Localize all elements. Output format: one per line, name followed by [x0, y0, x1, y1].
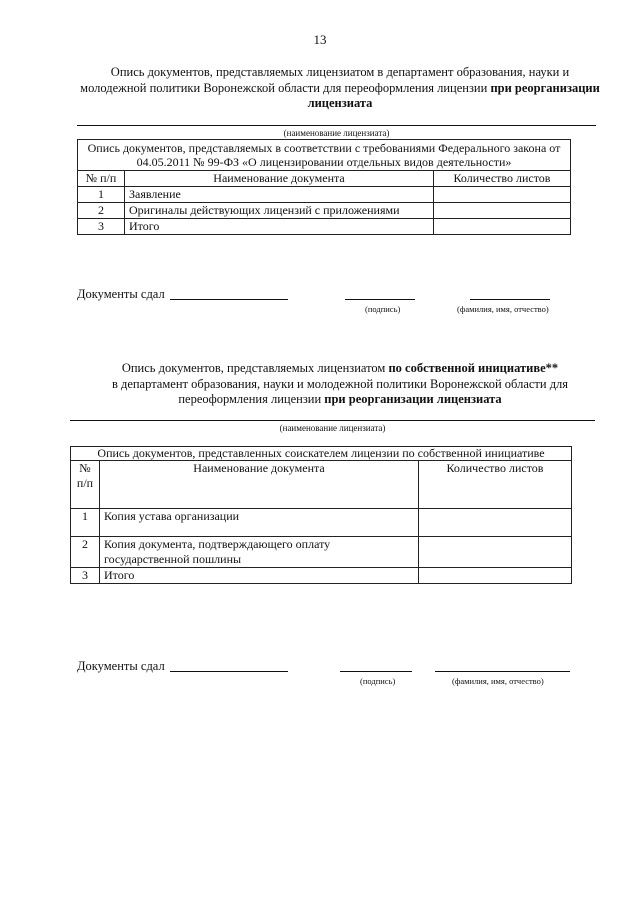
section1-heading-text: Опись документов, представляемых лицензиатом в департамент образования, науки и молодежной политики Воронежской области для переоформления лицензии — [80, 65, 570, 95]
licensee-name-line[interactable] — [70, 420, 595, 421]
column-header-sheets: Количество листов — [419, 461, 572, 509]
row-number: 3 — [78, 219, 125, 235]
submitted-by-line[interactable] — [170, 671, 288, 672]
column-header-sheets: Количество листов — [434, 171, 571, 187]
section2-heading — [80, 361, 600, 408]
table-row — [78, 187, 571, 203]
row-sheets-cell[interactable] — [434, 219, 571, 235]
table-title: Опись документов, представленных соискателем лицензии по собственной инициативе — [71, 447, 572, 461]
table-row — [71, 568, 572, 584]
section2-heading-line3 — [80, 392, 600, 408]
full-name-caption: (фамилия, имя, отчество) — [452, 676, 544, 686]
table-row — [71, 509, 572, 537]
licensee-name-caption: (наименование лицензиата) — [279, 423, 386, 433]
row-number: 2 — [78, 203, 125, 219]
submitted-by-label: Документы сдал — [77, 287, 165, 301]
table-row — [71, 537, 572, 568]
table-row — [78, 203, 571, 219]
section2-heading-text: Опись документов, представляемых лицензиатом — [121, 361, 386, 375]
column-header-number: № п/п — [71, 461, 100, 509]
row-sheets-cell[interactable] — [434, 187, 571, 203]
licensee-name-caption: (наименование лицензиата) — [283, 128, 390, 138]
submitted-by-line[interactable] — [170, 299, 288, 300]
table-row — [78, 219, 571, 235]
section1-inventory-table — [77, 139, 571, 235]
row-number: 1 — [71, 509, 100, 537]
row-document-name: Копия устава организации — [100, 509, 419, 537]
section2-heading-line1 — [80, 361, 600, 377]
section2-heading-line2: в департамент образования, науки и молодежной политики Воронежской области для — [111, 376, 569, 391]
full-name-caption: (фамилия, имя, отчество) — [457, 304, 549, 314]
row-sheets-cell[interactable] — [419, 509, 572, 537]
page-number: 13 — [313, 32, 327, 47]
row-document-name: Заявление — [125, 187, 434, 203]
section2-inventory-table — [70, 446, 572, 584]
column-header-number: № п/п — [78, 171, 125, 187]
section2-heading-text: переоформления лицензии — [178, 392, 322, 406]
full-name-line[interactable] — [435, 671, 570, 672]
row-number: 1 — [78, 187, 125, 203]
signature-caption: (подпись) — [360, 676, 396, 686]
licensee-name-line[interactable] — [77, 125, 596, 126]
row-sheets-cell[interactable] — [434, 203, 571, 219]
row-document-name: Итого — [100, 568, 419, 584]
signature-line[interactable] — [340, 671, 412, 672]
row-document-name: Итого — [125, 219, 434, 235]
row-document-name: Оригиналы действующих лицензий с приложениями — [125, 203, 434, 219]
submitted-by-label: Документы сдал — [77, 659, 165, 673]
column-header-document: Наименование документа — [100, 461, 419, 509]
signature-caption: (подпись) — [365, 304, 401, 314]
row-sheets-cell[interactable] — [419, 568, 572, 584]
full-name-line[interactable] — [470, 299, 550, 300]
section2-heading-bold: по собственной инициативе** — [388, 361, 559, 375]
section1-heading-bold: при реорганизации лицензиата — [307, 80, 600, 110]
section1-heading — [80, 65, 600, 112]
signature-line[interactable] — [345, 299, 415, 300]
row-number: 3 — [71, 568, 100, 584]
row-number: 2 — [71, 537, 100, 568]
row-document-name: Копия документа, подтверждающего оплату государственной пошлины — [100, 537, 419, 568]
row-sheets-cell[interactable] — [419, 537, 572, 568]
column-header-document: Наименование документа — [125, 171, 434, 187]
table-title: Опись документов, представляемых в соответствии с требованиями Федерального закона от 04.05.2011 № 99-ФЗ «О лицензировании отдельных видов деятельности» — [78, 140, 571, 171]
section2-heading-bold: при реорганизации лицензиата — [324, 392, 502, 406]
